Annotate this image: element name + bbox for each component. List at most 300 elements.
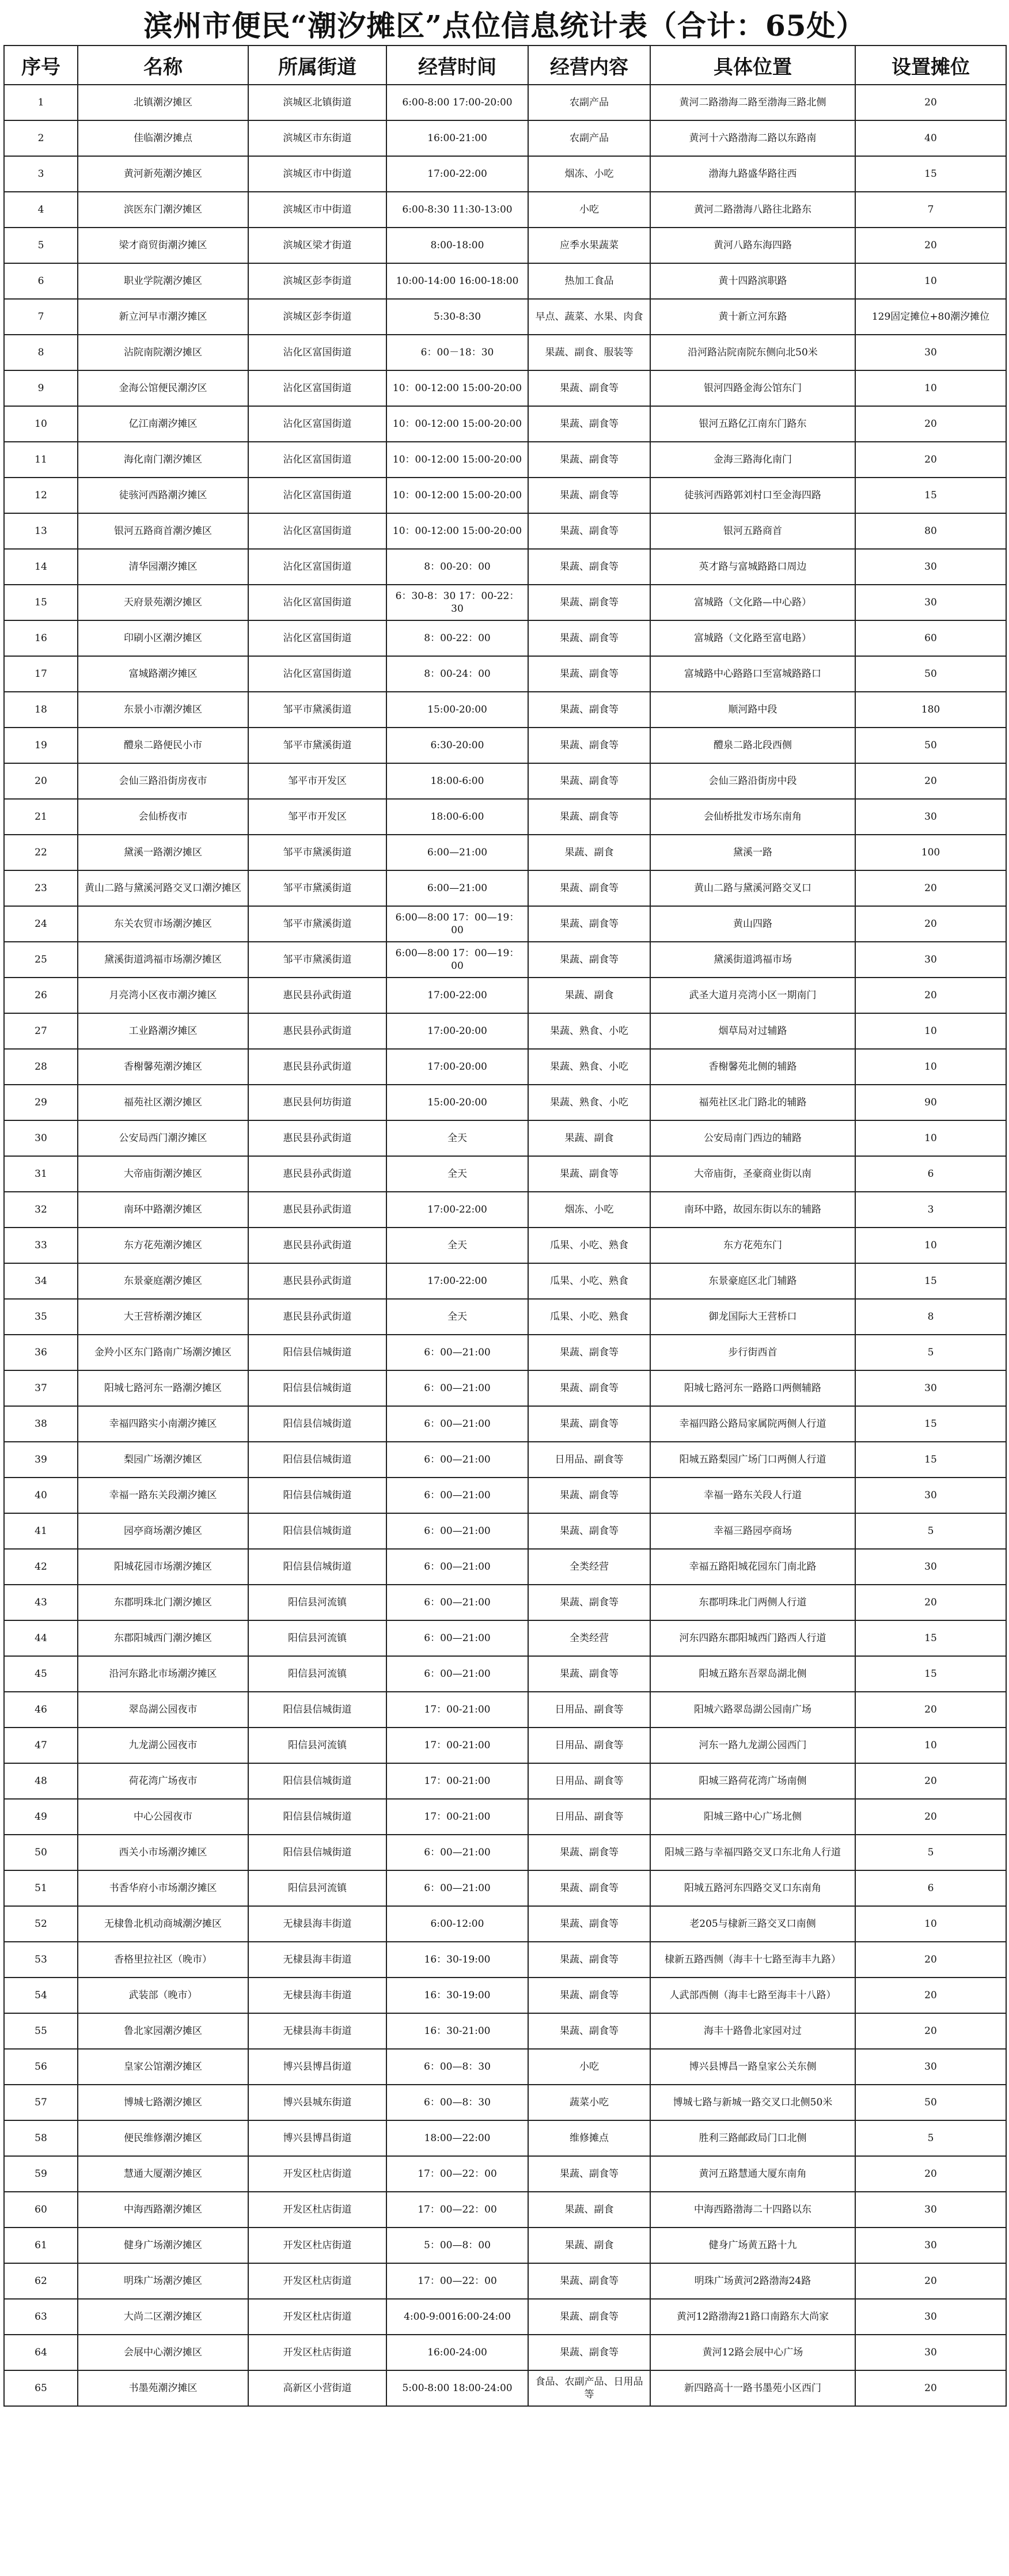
cell-content: 日用品、副食等 — [528, 1692, 650, 1728]
cell-hours: 17：00—22：00 — [386, 2156, 528, 2192]
table-row — [4, 1692, 1006, 1728]
cell-hours: 17：00—22：00 — [386, 2263, 528, 2299]
cell-content: 果蔬、副食、服装等 — [528, 335, 650, 370]
cell-content: 果蔬、副食等 — [528, 942, 650, 978]
cell-index: 13 — [4, 513, 78, 549]
cell-name: 健身广场潮汐摊区 — [78, 2228, 248, 2263]
cell-content: 蔬菜小吃 — [528, 2085, 650, 2120]
cell-stalls: 10 — [855, 1728, 1006, 1763]
cell-index: 40 — [4, 1478, 78, 1513]
cell-index: 24 — [4, 906, 78, 942]
cell-location: 新四路高十一路书墨苑小区西门 — [650, 2370, 855, 2406]
cell-name: 九龙湖公园夜市 — [78, 1728, 248, 1763]
cell-street: 阳信县信城街道 — [248, 1763, 386, 1799]
cell-street: 邹平市黛溪街道 — [248, 942, 386, 978]
cell-index: 47 — [4, 1728, 78, 1763]
cell-index: 48 — [4, 1763, 78, 1799]
cell-hours: 6：00—8：30 — [386, 2085, 528, 2120]
cell-stalls: 10 — [855, 1013, 1006, 1049]
cell-name: 黛溪一路潮汐摊区 — [78, 835, 248, 870]
cell-street: 开发区杜店街道 — [248, 2263, 386, 2299]
cell-name: 沿河东路北市场潮汐摊区 — [78, 1656, 248, 1692]
cell-content: 食品、农副产品、日用品等 — [528, 2370, 650, 2406]
cell-name: 醴泉二路便民小市 — [78, 728, 248, 763]
cell-hours: 10:00-14:00 16:00-18:00 — [386, 263, 528, 299]
cell-name: 南环中路潮汐摊区 — [78, 1192, 248, 1228]
header-hours: 经营时间 — [386, 46, 528, 85]
cell-content: 果蔬、副食等 — [528, 1513, 650, 1549]
cell-hours: 15:00-20:00 — [386, 1085, 528, 1120]
cell-stalls: 30 — [855, 1370, 1006, 1406]
cell-street: 惠民县何坊街道 — [248, 1085, 386, 1120]
table-row — [4, 763, 1006, 799]
cell-location: 阳城三路荷花湾广场南侧 — [650, 1763, 855, 1799]
cell-index: 2 — [4, 120, 78, 156]
cell-name: 黄河新苑潮汐摊区 — [78, 156, 248, 192]
cell-index: 31 — [4, 1156, 78, 1192]
cell-content: 农副产品 — [528, 85, 650, 120]
table-row — [4, 1370, 1006, 1406]
cell-hours: 10：00-12:00 15:00-20:00 — [386, 406, 528, 442]
table-row — [4, 656, 1006, 692]
cell-name: 月亮湾小区夜市潮汐摊区 — [78, 978, 248, 1013]
cell-street: 沾化区富国街道 — [248, 478, 386, 513]
cell-content: 果蔬、副食 — [528, 978, 650, 1013]
cell-stalls: 10 — [855, 1120, 1006, 1156]
cell-index: 18 — [4, 692, 78, 728]
cell-hours: 全天 — [386, 1120, 528, 1156]
cell-content: 果蔬、副食等 — [528, 406, 650, 442]
cell-index: 52 — [4, 1906, 78, 1942]
cell-street: 无棣县海丰街道 — [248, 1906, 386, 1942]
cell-name: 大帝庙街潮汐摊区 — [78, 1156, 248, 1192]
cell-location: 大帝庙街，圣豪商业街以南 — [650, 1156, 855, 1192]
cell-stalls: 50 — [855, 656, 1006, 692]
table-row — [4, 692, 1006, 728]
cell-content: 果蔬、副食等 — [528, 1835, 650, 1870]
cell-stalls: 30 — [855, 585, 1006, 620]
cell-location: 黄河12路渤海21路口南路东大尚家 — [650, 2299, 855, 2335]
cell-street: 阳信县信城街道 — [248, 1335, 386, 1370]
cell-content: 果蔬、副食等 — [528, 1942, 650, 1978]
cell-hours: 17：00-21:00 — [386, 1799, 528, 1835]
table-row — [4, 1085, 1006, 1120]
table-row — [4, 1478, 1006, 1513]
cell-hours: 18:00—22:00 — [386, 2120, 528, 2156]
table-row — [4, 2263, 1006, 2299]
cell-name: 东方花苑潮汐摊区 — [78, 1228, 248, 1263]
table-row — [4, 263, 1006, 299]
cell-content: 日用品、副食等 — [528, 1799, 650, 1835]
cell-hours: 6:00—8:00 17：00—19：00 — [386, 942, 528, 978]
cell-location: 东郡明珠北门两侧人行道 — [650, 1585, 855, 1620]
cell-street: 开发区杜店街道 — [248, 2228, 386, 2263]
cell-content: 果蔬、副食等 — [528, 2299, 650, 2335]
cell-street: 沾化区富国街道 — [248, 656, 386, 692]
cell-index: 15 — [4, 585, 78, 620]
cell-index: 22 — [4, 835, 78, 870]
cell-stalls: 20 — [855, 2263, 1006, 2299]
cell-location: 黛溪街道鸿福市场 — [650, 942, 855, 978]
cell-index: 28 — [4, 1049, 78, 1085]
cell-name: 徒骇河西路潮汐摊区 — [78, 478, 248, 513]
cell-name: 海化南门潮汐摊区 — [78, 442, 248, 478]
cell-location: 胜利三路邮政局门口北侧 — [650, 2120, 855, 2156]
cell-street: 滨城区市中街道 — [248, 156, 386, 192]
cell-stalls: 30 — [855, 1478, 1006, 1513]
cell-stalls: 7 — [855, 192, 1006, 228]
cell-stalls: 80 — [855, 513, 1006, 549]
cell-street: 惠民县孙武街道 — [248, 1299, 386, 1335]
cell-stalls: 10 — [855, 263, 1006, 299]
cell-index: 53 — [4, 1942, 78, 1978]
cell-hours: 17：00—22：00 — [386, 2192, 528, 2228]
cell-name: 福苑社区潮汐摊区 — [78, 1085, 248, 1120]
table-row — [4, 1978, 1006, 2013]
cell-location: 阳城三路中心广场北侧 — [650, 1799, 855, 1835]
cell-content: 果蔬、熟食、小吃 — [528, 1085, 650, 1120]
table-row — [4, 1835, 1006, 1870]
cell-stalls: 20 — [855, 763, 1006, 799]
cell-hours: 6:00-8:30 11:30-13:00 — [386, 192, 528, 228]
cell-name: 便民维修潮汐摊区 — [78, 2120, 248, 2156]
cell-hours: 6：00—21:00 — [386, 1370, 528, 1406]
cell-stalls: 10 — [855, 1228, 1006, 1263]
cell-index: 7 — [4, 299, 78, 335]
cell-stalls: 20 — [855, 406, 1006, 442]
cell-street: 阳信县信城街道 — [248, 1549, 386, 1585]
stats-table — [3, 45, 1007, 2407]
cell-content: 果蔬、副食 — [528, 835, 650, 870]
cell-name: 博城七路潮汐摊区 — [78, 2085, 248, 2120]
cell-street: 滨城区北镇街道 — [248, 85, 386, 120]
cell-stalls: 30 — [855, 2228, 1006, 2263]
cell-street: 惠民县孙武街道 — [248, 978, 386, 1013]
cell-name: 中海西路潮汐摊区 — [78, 2192, 248, 2228]
cell-stalls: 30 — [855, 335, 1006, 370]
table-row — [4, 2299, 1006, 2335]
cell-index: 25 — [4, 942, 78, 978]
cell-stalls: 30 — [855, 2049, 1006, 2085]
cell-name: 黛溪街道鸿福市场潮汐摊区 — [78, 942, 248, 978]
cell-name: 金海公馆便民潮汐区 — [78, 370, 248, 406]
cell-content: 果蔬、副食等 — [528, 870, 650, 906]
cell-name: 书香华府小市场潮汐摊区 — [78, 1870, 248, 1906]
cell-location: 沿河路沾院南院东侧向北50米 — [650, 335, 855, 370]
cell-name: 明珠广场潮汐摊区 — [78, 2263, 248, 2299]
cell-stalls: 20 — [855, 1799, 1006, 1835]
cell-hours: 6：00—21:00 — [386, 1656, 528, 1692]
cell-street: 沾化区富国街道 — [248, 335, 386, 370]
table-row — [4, 1228, 1006, 1263]
cell-name: 武装部（晚市） — [78, 1978, 248, 2013]
cell-location: 中海西路渤海二十四路以东 — [650, 2192, 855, 2228]
cell-content: 果蔬、副食等 — [528, 2156, 650, 2192]
header-location: 具体位置 — [650, 46, 855, 85]
cell-content: 全类经营 — [528, 1549, 650, 1585]
table-row — [4, 2228, 1006, 2263]
table-row — [4, 1870, 1006, 1906]
table-row — [4, 2335, 1006, 2370]
cell-stalls: 20 — [855, 906, 1006, 942]
cell-name: 银河五路商首潮汐摊区 — [78, 513, 248, 549]
cell-name: 鲁北家园潮汐摊区 — [78, 2013, 248, 2049]
cell-index: 51 — [4, 1870, 78, 1906]
header-index: 序号 — [4, 46, 78, 85]
table-row — [4, 442, 1006, 478]
cell-content: 果蔬、副食等 — [528, 370, 650, 406]
cell-location: 会仙三路沿街房中段 — [650, 763, 855, 799]
cell-hours: 4:00-9:0016:00-24:00 — [386, 2299, 528, 2335]
cell-name: 天府景苑潮汐摊区 — [78, 585, 248, 620]
cell-location: 顺河路中段 — [650, 692, 855, 728]
cell-location: 富城路中心路路口至富城路路口 — [650, 656, 855, 692]
cell-index: 10 — [4, 406, 78, 442]
cell-street: 惠民县孙武街道 — [248, 1013, 386, 1049]
cell-hours: 6：00—21:00 — [386, 1335, 528, 1370]
header-content: 经营内容 — [528, 46, 650, 85]
cell-content: 果蔬、副食等 — [528, 1478, 650, 1513]
cell-index: 35 — [4, 1299, 78, 1335]
cell-hours: 6：00—21:00 — [386, 1442, 528, 1478]
cell-street: 阳信县河流镇 — [248, 1728, 386, 1763]
cell-location: 金海三路海化南门 — [650, 442, 855, 478]
cell-street: 沾化区富国街道 — [248, 585, 386, 620]
cell-name: 工业路潮汐摊区 — [78, 1013, 248, 1049]
cell-stalls: 20 — [855, 228, 1006, 263]
cell-name: 公安局西门潮汐摊区 — [78, 1120, 248, 1156]
cell-name: 东关农贸市场潮汐摊区 — [78, 906, 248, 942]
cell-street: 无棣县海丰街道 — [248, 1978, 386, 2013]
cell-hours: 10：00-12:00 15:00-20:00 — [386, 513, 528, 549]
cell-stalls: 50 — [855, 2085, 1006, 2120]
cell-index: 50 — [4, 1835, 78, 1870]
cell-hours: 17:00-22:00 — [386, 1192, 528, 1228]
cell-location: 富城路（文化路至富电路） — [650, 620, 855, 656]
cell-location: 人武部西侧（海丰七路至海丰十八路） — [650, 1978, 855, 2013]
cell-index: 58 — [4, 2120, 78, 2156]
cell-stalls: 8 — [855, 1299, 1006, 1335]
cell-location: 幸福四路公路局家属院两侧人行道 — [650, 1406, 855, 1442]
cell-location: 黄山四路 — [650, 906, 855, 942]
cell-hours: 6：00—21:00 — [386, 1870, 528, 1906]
cell-street: 开发区杜店街道 — [248, 2156, 386, 2192]
cell-content: 热加工食品 — [528, 263, 650, 299]
cell-location: 幸福三路园亭商场 — [650, 1513, 855, 1549]
cell-stalls: 6 — [855, 1870, 1006, 1906]
cell-index: 44 — [4, 1620, 78, 1656]
cell-index: 62 — [4, 2263, 78, 2299]
cell-content: 果蔬、副食等 — [528, 1406, 650, 1442]
cell-content: 瓜果、小吃、熟食 — [528, 1228, 650, 1263]
cell-name: 会仙桥夜市 — [78, 799, 248, 835]
cell-content: 日用品、副食等 — [528, 1728, 650, 1763]
cell-hours: 6：00—21:00 — [386, 1835, 528, 1870]
cell-name: 香格里拉社区（晚市） — [78, 1942, 248, 1978]
cell-content: 果蔬、副食等 — [528, 442, 650, 478]
cell-location: 黄河八路东海四路 — [650, 228, 855, 263]
cell-street: 阳信县信城街道 — [248, 1692, 386, 1728]
cell-content: 果蔬、熟食、小吃 — [528, 1013, 650, 1049]
cell-name: 东郡阳城西门潮汐摊区 — [78, 1620, 248, 1656]
cell-name: 慧通大厦潮汐摊区 — [78, 2156, 248, 2192]
cell-index: 9 — [4, 370, 78, 406]
cell-hours: 17:00-22:00 — [386, 1263, 528, 1299]
cell-street: 阳信县信城街道 — [248, 1513, 386, 1549]
cell-index: 60 — [4, 2192, 78, 2228]
table-row — [4, 1192, 1006, 1228]
cell-index: 59 — [4, 2156, 78, 2192]
cell-content: 烟冻、小吃 — [528, 1192, 650, 1228]
table-row — [4, 978, 1006, 1013]
cell-hours: 6：00—21:00 — [386, 1620, 528, 1656]
cell-hours: 5:00-8:00 18:00-24:00 — [386, 2370, 528, 2406]
cell-name: 黄山二路与黛溪河路交叉口潮汐摊区 — [78, 870, 248, 906]
cell-content: 果蔬、副食等 — [528, 799, 650, 835]
cell-stalls: 3 — [855, 1192, 1006, 1228]
cell-index: 37 — [4, 1370, 78, 1406]
cell-hours: 6：30-8：30 17：00-22：30 — [386, 585, 528, 620]
cell-stalls: 6 — [855, 1156, 1006, 1192]
cell-street: 滨城区彭李街道 — [248, 263, 386, 299]
cell-index: 34 — [4, 1263, 78, 1299]
table-row — [4, 870, 1006, 906]
cell-location: 黄河五路慧通大厦东南角 — [650, 2156, 855, 2192]
cell-hours: 5:30-8:30 — [386, 299, 528, 335]
cell-street: 阳信县信城街道 — [248, 1478, 386, 1513]
cell-location: 博城七路与新城一路交叉口北侧50米 — [650, 2085, 855, 2120]
header-street: 所属街道 — [248, 46, 386, 85]
table-row — [4, 799, 1006, 835]
cell-content: 果蔬、副食等 — [528, 763, 650, 799]
cell-stalls: 20 — [855, 442, 1006, 478]
cell-hours: 15:00-20:00 — [386, 692, 528, 728]
cell-index: 12 — [4, 478, 78, 513]
cell-street: 沾化区富国街道 — [248, 620, 386, 656]
cell-stalls: 20 — [855, 2013, 1006, 2049]
cell-index: 63 — [4, 2299, 78, 2335]
table-row — [4, 120, 1006, 156]
cell-content: 果蔬、副食等 — [528, 2013, 650, 2049]
cell-index: 56 — [4, 2049, 78, 2085]
cell-name: 香榭馨苑潮汐摊区 — [78, 1049, 248, 1085]
table-row — [4, 1585, 1006, 1620]
table-row — [4, 942, 1006, 978]
cell-content: 果蔬、副食等 — [528, 2263, 650, 2299]
cell-street: 阳信县信城街道 — [248, 1370, 386, 1406]
cell-content: 果蔬、副食等 — [528, 1335, 650, 1370]
cell-stalls: 100 — [855, 835, 1006, 870]
cell-content: 日用品、副食等 — [528, 1763, 650, 1799]
cell-hours: 17:00-20:00 — [386, 1013, 528, 1049]
cell-location: 福苑社区北门路北的辅路 — [650, 1085, 855, 1120]
table-row — [4, 1906, 1006, 1942]
table-row — [4, 478, 1006, 513]
cell-name: 佳临潮汐摊点 — [78, 120, 248, 156]
cell-hours: 17:00-22:00 — [386, 156, 528, 192]
table-row — [4, 1549, 1006, 1585]
cell-location: 河东一路九龙湖公园西门 — [650, 1728, 855, 1763]
cell-stalls: 50 — [855, 728, 1006, 763]
cell-index: 64 — [4, 2335, 78, 2370]
table-row — [4, 1513, 1006, 1549]
cell-hours: 6:00—8:00 17：00—19：00 — [386, 906, 528, 942]
cell-location: 阳城五路梨园广场门口两侧人行道 — [650, 1442, 855, 1478]
cell-hours: 16:00-24:00 — [386, 2335, 528, 2370]
cell-index: 11 — [4, 442, 78, 478]
cell-name: 东景豪庭潮汐摊区 — [78, 1263, 248, 1299]
cell-index: 55 — [4, 2013, 78, 2049]
cell-index: 32 — [4, 1192, 78, 1228]
cell-hours: 6:00—21:00 — [386, 835, 528, 870]
cell-hours: 16：30-19:00 — [386, 1978, 528, 2013]
cell-name: 梁才商贸街潮汐摊区 — [78, 228, 248, 263]
cell-name: 中心公园夜市 — [78, 1799, 248, 1835]
cell-stalls: 5 — [855, 1335, 1006, 1370]
table-row — [4, 2156, 1006, 2192]
cell-stalls: 30 — [855, 942, 1006, 978]
table-row — [4, 620, 1006, 656]
cell-content: 烟冻、小吃 — [528, 156, 650, 192]
header-row — [4, 46, 1006, 85]
cell-street: 阳信县河流镇 — [248, 1870, 386, 1906]
cell-location: 会仙桥批发市场东南角 — [650, 799, 855, 835]
cell-hours: 16：30-21:00 — [386, 2013, 528, 2049]
cell-location: 阳城三路与幸福四路交叉口东北角人行道 — [650, 1835, 855, 1870]
cell-content: 果蔬、副食等 — [528, 2335, 650, 2370]
cell-street: 开发区杜店街道 — [248, 2192, 386, 2228]
cell-hours: 全天 — [386, 1228, 528, 1263]
cell-name: 新立河早市潮汐摊区 — [78, 299, 248, 335]
cell-index: 45 — [4, 1656, 78, 1692]
cell-hours: 8：00-20：00 — [386, 549, 528, 585]
cell-street: 沾化区富国街道 — [248, 370, 386, 406]
cell-name: 亿江南潮汐摊区 — [78, 406, 248, 442]
cell-location: 博兴县博昌一路皇家公关东侧 — [650, 2049, 855, 2085]
cell-street: 无棣县海丰街道 — [248, 1942, 386, 1978]
cell-location: 东方花苑东门 — [650, 1228, 855, 1263]
cell-name: 会展中心潮汐摊区 — [78, 2335, 248, 2370]
cell-name: 阳城花园市场潮汐摊区 — [78, 1549, 248, 1585]
cell-stalls: 5 — [855, 1835, 1006, 1870]
cell-stalls: 20 — [855, 2370, 1006, 2406]
cell-hours: 6:00—21:00 — [386, 870, 528, 906]
cell-street: 惠民县孙武街道 — [248, 1192, 386, 1228]
cell-content: 小吃 — [528, 2049, 650, 2085]
cell-location: 银河五路商首 — [650, 513, 855, 549]
cell-stalls: 20 — [855, 1978, 1006, 2013]
cell-name: 无棣鲁北机动商城潮汐摊区 — [78, 1906, 248, 1942]
cell-index: 6 — [4, 263, 78, 299]
table-row — [4, 192, 1006, 228]
table-row — [4, 2370, 1006, 2406]
cell-index: 27 — [4, 1013, 78, 1049]
table-row — [4, 85, 1006, 120]
table-row — [4, 370, 1006, 406]
cell-index: 8 — [4, 335, 78, 370]
cell-content: 果蔬、副食等 — [528, 656, 650, 692]
cell-street: 滨城区市东街道 — [248, 120, 386, 156]
cell-street: 无棣县海丰街道 — [248, 2013, 386, 2049]
table-row — [4, 2085, 1006, 2120]
cell-index: 46 — [4, 1692, 78, 1728]
cell-hours: 10：00-12:00 15:00-20:00 — [386, 442, 528, 478]
cell-street: 阳信县河流镇 — [248, 1585, 386, 1620]
cell-street: 博兴县城东街道 — [248, 2085, 386, 2120]
cell-stalls: 60 — [855, 620, 1006, 656]
cell-hours: 6：00—21:00 — [386, 1478, 528, 1513]
table-row — [4, 156, 1006, 192]
